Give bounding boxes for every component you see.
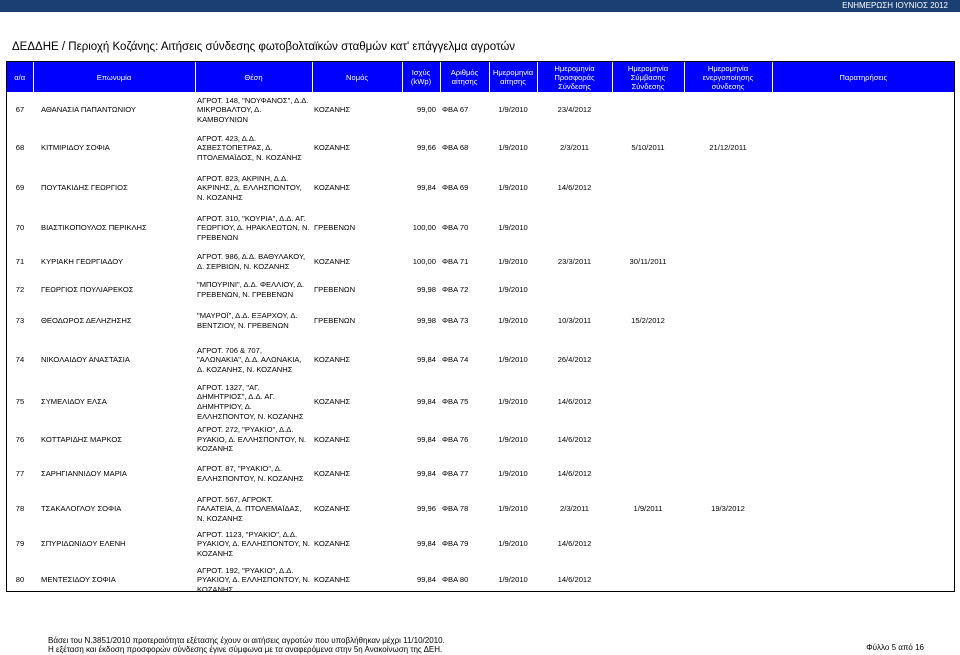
cell-offer-date: 26/4/2012 (557, 355, 592, 365)
cell-offer-date: 10/3/2011 (557, 315, 592, 325)
cell-power: 99,96 (416, 504, 436, 514)
cell-prefecture: ΚΟΖΑΝΗΣ (314, 143, 351, 153)
cell-notes (772, 208, 954, 248)
table-row (7, 128, 954, 168)
cell-contract-date (612, 92, 684, 128)
cell-app-date: 1/9/2010 (498, 105, 528, 115)
cell-location: "ΜΠΟΥΡΙΝΙ", Δ.Δ. ΦΕΛΛΙΟΥ, Δ. ΓΡΕΒΕΝΩΝ, Ν. ΓΡΕΒΕΝΩΝ (197, 279, 305, 299)
cell-location: ΑΓΡΟΤ. 272, "ΡΥΑΚΙΟ", Δ.Δ. ΡΥΑΚΙΟ, Δ. ΕΛΛΗΣΠΟΝΤΟΥ, Ν. ΚΟΖΑΝΗΣ (197, 425, 307, 454)
cell-power: 100,00 (412, 223, 436, 233)
cell-location: ΑΓΡΟΤ. 1327, "ΑΓ. ΔΗΜΗΤΡΙΟΣ", Δ.Δ. ΑΓ. ΔΗΜΗΤΡΙΟΥ, Δ. ΕΛΛΗΣΠΟΝΤΟΥ, Ν. ΚΟΖΑΝΗΣ (197, 382, 304, 421)
cell-contract-date: 5/10/2011 (631, 143, 665, 153)
cell-app-date: 1/9/2010 (498, 223, 528, 233)
cell-aa: 69 (15, 183, 25, 193)
cell-app-date: 1/9/2010 (498, 397, 528, 407)
cell-app-no: ΦΒΑ 77 (442, 469, 469, 479)
cell-contract-date (612, 208, 684, 248)
cell-notes (772, 527, 954, 561)
cell-notes (772, 303, 954, 338)
cell-app-date: 1/9/2010 (498, 469, 528, 479)
cell-notes (772, 491, 954, 527)
cell-location: ΑΓΡΟΤ. 87, "ΡΥΑΚΙΟ", Δ. ΕΛΛΗΣΠΟΝΤΟΥ, Ν. ΚΟΖΑΝΗΣ (197, 464, 304, 483)
page-number: Φύλλο 5 από 16 (866, 643, 924, 652)
table-row (7, 248, 954, 276)
cell-name: ΚΙΤΜΙΡΙΔΟΥ ΣΟΦΙΑ (41, 143, 110, 153)
cell-notes (772, 168, 954, 208)
cell-location: ΑΓΡΟΤ. 310, "ΚΟΥΡΙΑ", Δ.Δ. ΑΓ. ΓΕΩΡΓΙΟΥ, Δ. ΗΡΑΚΛΕΩΤΩΝ, Ν. ΓΡΕΒΕΝΩΝ (197, 213, 310, 242)
cell-location: ΑΓΡΟΤ. 823, ΑΚΡΙΝΗ, Δ.Δ. ΑΚΡΙΝΗΣ, Δ. ΕΛΛΗΣΠΟΝΤΟΥ, Ν. ΚΟΖΑΝΗΣ (197, 173, 302, 202)
cell-app-no: ΦΒΑ 75 (442, 397, 469, 407)
cell-app-no: ΦΒΑ 70 (442, 223, 469, 233)
cell-offer-date: 14/6/2012 (557, 575, 592, 585)
cell-contract-date: 1/9/2011 (633, 504, 663, 514)
cell-prefecture: ΓΡΕΒΕΝΩΝ (314, 223, 356, 233)
cell-notes (772, 382, 954, 422)
cell-power: 99,84 (416, 469, 436, 479)
cell-aa: 77 (15, 469, 25, 479)
cell-activation-date (684, 248, 772, 276)
table-row (7, 338, 954, 382)
cell-app-no: ΦΒΑ 78 (442, 504, 469, 514)
cell-notes (772, 276, 954, 303)
cell-app-date: 1/9/2010 (498, 315, 528, 325)
cell-aa: 71 (15, 257, 25, 267)
cell-activation-date (684, 527, 772, 561)
cell-app-date: 1/9/2010 (498, 257, 528, 267)
cell-app-no: ΦΒΑ 80 (442, 575, 469, 585)
cell-aa: 73 (15, 315, 25, 325)
cell-name: ΣΑΡΗΓΙΑΝΝΙΔΟΥ ΜΑΡΙΑ (41, 469, 127, 479)
cell-aa: 67 (15, 105, 25, 115)
table-row (7, 92, 954, 128)
cell-activation-date (684, 382, 772, 422)
cell-prefecture: ΚΟΖΑΝΗΣ (314, 397, 351, 407)
cell-name: ΠΟΥΤΑΚΙΔΗΣ ΓΕΩΡΓΙΟΣ (41, 183, 128, 193)
cell-contract-date (612, 276, 684, 303)
table-row (7, 276, 954, 303)
cell-name: ΣΠΥΡΙΔΩΝΙΔΟΥ ΕΛΕΝΗ (41, 539, 126, 549)
cell-app-date: 1/9/2010 (498, 143, 528, 153)
col-header-contract-date: Ημερομηνία Σύμβασης Σύνδεσης (612, 62, 684, 92)
cell-app-date: 1/9/2010 (498, 355, 528, 365)
cell-power: 99,84 (416, 434, 436, 444)
cell-name: ΤΣΑΚΑΛΟΓΛΟΥ ΣΟΦΙΑ (41, 504, 122, 514)
cell-name: ΝΙΚΟΛΑΙΔΟΥ ΑΝΑΣΤΑΣΙΑ (41, 355, 130, 365)
cell-power: 100,00 (412, 257, 436, 267)
cell-notes (772, 248, 954, 276)
cell-aa: 79 (15, 539, 25, 549)
cell-app-date: 1/9/2010 (498, 539, 528, 549)
cell-aa: 76 (15, 434, 25, 444)
cell-power: 99,98 (416, 284, 436, 294)
col-header-aa: α/α (7, 62, 33, 92)
cell-notes (772, 422, 954, 457)
cell-location: ΑΓΡΟΤ. 192, "ΡΥΑΚΙΟ", Δ.Δ. ΡΥΑΚΙΟΥ, Δ. ΕΛΛΗΣΠΟΝΤΟΥ, Ν. ΚΟΖΑΝΗΣ (197, 565, 310, 594)
cell-name: ΘΕΟΔΩΡΟΣ ΔΕΛΗΖΗΣΗΣ (41, 315, 132, 325)
cell-offer-date: 14/6/2012 (557, 397, 592, 407)
cell-prefecture: ΓΡΕΒΕΝΩΝ (314, 315, 356, 325)
cell-contract-date (612, 168, 684, 208)
table-row (7, 457, 954, 491)
cell-aa: 68 (15, 143, 25, 153)
cell-aa: 75 (15, 397, 25, 407)
cell-aa: 80 (15, 575, 25, 585)
cell-prefecture: ΚΟΖΑΝΗΣ (314, 575, 351, 585)
cell-prefecture: ΚΟΖΑΝΗΣ (314, 504, 351, 514)
cell-power: 99,84 (416, 355, 436, 365)
cell-offer-date: 23/3/2011 (557, 257, 592, 267)
cell-app-no: ΦΒΑ 67 (442, 105, 469, 115)
col-header-app-date: Ημερομηνία αίτησης (489, 62, 537, 92)
cell-activation-date (684, 92, 772, 128)
table-row (7, 491, 954, 527)
cell-aa: 72 (15, 284, 25, 294)
table-body (7, 92, 954, 599)
cell-offer-date: 2/3/2011 (560, 504, 589, 514)
cell-activation-date: 19/3/2012 (711, 504, 745, 514)
table-row (7, 527, 954, 561)
cell-prefecture: ΚΟΖΑΝΗΣ (314, 539, 351, 549)
cell-contract-date (612, 382, 684, 422)
cell-app-date: 1/9/2010 (498, 284, 528, 294)
cell-name: ΚΟΤΤΑΡΙΔΗΣ ΜΑΡΚΟΣ (41, 434, 122, 444)
cell-prefecture: ΚΟΖΑΝΗΣ (314, 105, 351, 115)
cell-location: ΑΓΡΟΤ. 1123, "ΡΥΑΚΙΟ", Δ.Δ. ΡΥΑΚΙΟΥ, Δ. ΕΛΛΗΣΠΟΝΤΟΥ, Ν. ΚΟΖΑΝΗΣ (197, 529, 310, 558)
page-title: ΔΕΔΔΗΕ / Περιοχή Κοζάνης: Αιτήσεις σύνδεσης φωτοβολταϊκών σταθμών κατ' επάγγελμα αγροτών (12, 41, 516, 53)
cell-notes (772, 338, 954, 382)
cell-name: ΒΙΑΣΤΙΚΟΠΟΥΛΟΣ ΠΕΡΙΚΛΗΣ (41, 223, 147, 233)
table-row (7, 422, 954, 457)
cell-offer-date: 14/6/2012 (557, 469, 592, 479)
cell-activation-date (684, 422, 772, 457)
cell-aa: 78 (15, 504, 25, 514)
cell-contract-date: 15/2/2012 (631, 315, 665, 325)
cell-app-no: ΦΒΑ 72 (442, 284, 469, 294)
cell-power: 99,98 (416, 315, 436, 325)
cell-aa: 70 (15, 223, 25, 233)
cell-contract-date (612, 338, 684, 382)
cell-prefecture: ΚΟΖΑΝΗΣ (314, 434, 351, 444)
cell-location: "ΜΑΥΡΟΪ", Δ.Δ. ΕΞΑΡΧΟΥ, Δ. ΒΕΝΤΖΙΟΥ, Ν. ΓΡΕΒΕΝΩΝ (197, 310, 298, 330)
cell-location: ΑΓΡΟΤ. 706 & 707, "ΑΛΩΝΑΚΙΑ", Δ.Δ. ΑΛΩΝΑΚΙΑ, Δ. ΚΟΖΑΝΗΣ, Ν. ΚΟΖΑΝΗΣ (197, 345, 302, 374)
col-header-offer-date: Ημερομηνία Προσφοράς Σύνδεσης (537, 62, 612, 92)
cell-app-date: 1/9/2010 (498, 183, 528, 193)
col-header-prefecture: Νομός (312, 62, 402, 92)
cell-prefecture: ΓΡΕΒΕΝΩΝ (314, 284, 356, 294)
cell-location: ΑΓΡΟΤ. 567, ΑΓΡΟΚΤ. ΓΑΛΑΤΕΙΑ, Δ. ΠΤΟΛΕΜΑΪΔΑΣ, Ν. ΚΟΖΑΝΗΣ (197, 494, 302, 523)
cell-offer-date (537, 276, 612, 303)
cell-app-no: ΦΒΑ 73 (442, 315, 469, 325)
cell-location: ΑΓΡΟΤ. 148, "ΝΟΥΦΑΝΟΣ", Δ.Δ. ΜΙΚΡΟΒΑΛΤΟΥ, Δ. ΚΑΜΒΟΥΝΙΩΝ (197, 95, 309, 124)
cell-activation-date (684, 457, 772, 491)
cell-contract-date (612, 422, 684, 457)
col-header-location: Θέση (195, 62, 312, 92)
cell-prefecture: ΚΟΖΑΝΗΣ (314, 355, 351, 365)
cell-offer-date: 23/4/2012 (557, 105, 592, 115)
cell-activation-date (684, 303, 772, 338)
cell-name: ΑΘΑΝΑΣΙΑ ΠΑΠΑΝΤΩΝΙΟΥ (41, 105, 136, 115)
cell-notes (772, 92, 954, 128)
cell-app-no: ΦΒΑ 71 (442, 257, 469, 267)
cell-activation-date (684, 338, 772, 382)
cell-notes (772, 457, 954, 491)
cell-offer-date (537, 208, 612, 248)
cell-power: 99,84 (416, 183, 436, 193)
cell-power: 99,84 (416, 397, 436, 407)
cell-app-no: ΦΒΑ 69 (442, 183, 469, 193)
cell-contract-date: 30/11/2011 (629, 257, 667, 267)
top-bar (0, 0, 960, 12)
table-header-row (7, 62, 954, 92)
cell-power: 99,00 (416, 105, 436, 115)
table-row (7, 561, 954, 599)
footer-note-2: Η εξέταση και έκδοση προσφορών σύνδεσης έγινε σύμφωνα με τα αναφερόμενα στην 5η Ανακοίνωση της ΔΕΗ. (48, 645, 443, 654)
cell-app-no: ΦΒΑ 76 (442, 434, 469, 444)
applications-table-box (6, 61, 955, 592)
cell-contract-date (612, 527, 684, 561)
footer-note-1: Βάσει του Ν.3851/2010 προτεραιότητα εξέτασης έχουν οι αιτήσεις αγροτών που υποβλήθηκαν μέχρι 11/10/2010. (48, 636, 445, 645)
cell-notes (772, 561, 954, 599)
col-header-app-no: Αριθμός αίτησης (440, 62, 489, 92)
cell-prefecture: ΚΟΖΑΝΗΣ (314, 183, 351, 193)
col-header-name: Επωνυμία (33, 62, 195, 92)
cell-app-date: 1/9/2010 (498, 434, 528, 444)
col-header-power: Ισχύς (kWp) (402, 62, 440, 92)
cell-offer-date: 2/3/2011 (560, 143, 589, 153)
cell-prefecture: ΚΟΖΑΝΗΣ (314, 469, 351, 479)
cell-app-no: ΦΒΑ 68 (442, 143, 469, 153)
col-header-activation-date: Ημερομηνία ενεργοποίησης σύνδεσης (684, 62, 772, 92)
cell-prefecture: ΚΟΖΑΝΗΣ (314, 257, 351, 267)
cell-name: ΚΥΡΙΑΚΗ ΓΕΩΡΓΙΑΔΟΥ (41, 257, 124, 267)
col-header-notes: Παρατηρήσεις (772, 62, 954, 92)
cell-power: 99,84 (416, 575, 436, 585)
cell-activation-date (684, 561, 772, 599)
cell-app-date: 1/9/2010 (498, 575, 528, 585)
cell-activation-date: 21/12/2011 (709, 143, 747, 153)
cell-notes (772, 128, 954, 168)
cell-activation-date (684, 208, 772, 248)
table-row (7, 208, 954, 248)
update-label: ΕΝΗΜΕΡΩΣΗ ΙΟΥΝΙΟΣ 2012 (842, 1, 948, 10)
cell-contract-date (612, 457, 684, 491)
table-row (7, 168, 954, 208)
cell-activation-date (684, 276, 772, 303)
cell-contract-date (612, 561, 684, 599)
cell-name: ΜΕΝΤΕΣΙΔΟΥ ΣΟΦΙΑ (41, 575, 116, 585)
cell-offer-date: 14/6/2012 (557, 539, 592, 549)
cell-power: 99,84 (416, 539, 436, 549)
cell-name: ΓΕΩΡΓΙΟΣ ΠΟΥΛΙΑΡΕΚΟΣ (41, 284, 134, 294)
cell-offer-date: 14/6/2012 (557, 434, 592, 444)
table-row (7, 303, 954, 338)
cell-offer-date: 14/6/2012 (557, 183, 592, 193)
cell-aa: 74 (15, 355, 25, 365)
cell-app-date: 1/9/2010 (498, 504, 528, 514)
cell-location: ΑΓΡΟΤ. 986, Δ.Δ. ΒΑΘΥΛΑΚΟΥ, Δ. ΣΕΡΒΙΩΝ, Ν. ΚΟΖΑΝΗΣ (197, 252, 306, 271)
cell-app-no: ΦΒΑ 79 (442, 539, 469, 549)
cell-activation-date (684, 168, 772, 208)
cell-app-no: ΦΒΑ 74 (442, 355, 469, 365)
cell-location: ΑΓΡΟΤ. 423, Δ.Δ. ΑΣΒΕΣΤΟΠΕΤΡΑΣ, Δ. ΠΤΟΛΕΜΑΪΔΟΣ, Ν. ΚΟΖΑΝΗΣ (197, 133, 302, 162)
cell-name: ΣΥΜΕΛΙΔΟΥ ΕΛΣΑ (41, 397, 107, 407)
table-row (7, 382, 954, 422)
applications-table (7, 62, 954, 599)
cell-power: 99,66 (416, 143, 436, 153)
